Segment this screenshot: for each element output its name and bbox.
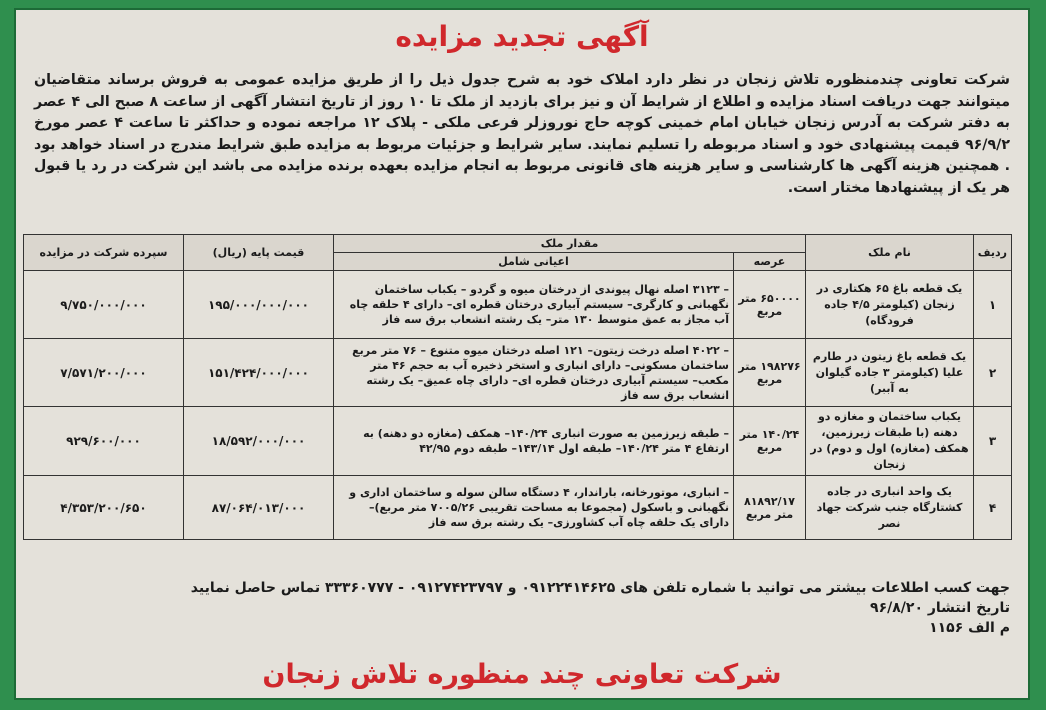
header-deposit: سپرده شرکت در مزایده [23,235,183,271]
header-property-amount: مقدار ملک [333,235,805,253]
property-area: ۱۹۸۲۷۶ متر مربع [734,339,806,407]
property-name: یکباب ساختمان و مغازه دو دهنه (با طبقات زیرزمین، همکف (مغازه) اول و دوم) در زنجان [806,407,974,476]
table-row [23,476,1011,540]
header-property-name: نام ملک [806,235,974,271]
property-name: یک قطعه باغ ۶۵ هکتاری در زنجان (کیلومتر ۴/۵ جاده فرودگاه) [806,271,974,339]
row-number: ۳ [974,407,1012,476]
table-row [23,271,1011,339]
notice-intro-text: شرکت تعاونی چندمنظوره تلاش زنجان در نظر دارد املاک خود به شرح جدول ذیل را از طریق مزایده عمومی به فروش برساند متقاضیان میتوانند جهت دریافت اسناد مزایده و اطلاع از شرایط آن و نیز برای بازدید از ملک تا ۱۰ روز از تاریخ انتشار آگهی از ساعت ۸ صبح الی ۴ عصر به دفتر شرکت به آدرس زنجان خیابان امام خمینی کوچه حاج نوروزلر فرعی ملکی - پلاک ۱۲ مراجعه نموده و حداکثر تا ساعت ۴ عصر مورخ ۹۶/۹/۲ قیمت پیشنهادی خود و اسناد مربوطه را تسلیم نمایند. سایر شرایط و جزئیات مربوط به مزایده طبق شرایط مندرج در اسناد خواهد بود . همچنین هزینه آگهی ها کارشناسی و سایر هزینه های قانونی مربوط به انجام مزایده بعهده برنده مزایده می باشد این شرکت در رد یا قبول هر یک از پیشنهادها مختار است. [34,72,1011,196]
property-area: ۱۴۰/۲۴ متر مربع [734,407,806,476]
base-price: ۸۷/۰۶۴/۰۱۳/۰۰۰ [183,476,333,540]
deposit: ۹/۷۵۰/۰۰۰/۰۰۰ [23,271,183,339]
table-header-row [23,235,1011,253]
notice-title: آگهی تجدید مزایده [395,20,649,53]
header-row-number: ردیف [974,235,1012,271]
base-price: ۱۸/۵۹۲/۰۰۰/۰۰۰ [183,407,333,476]
property-name: یک واحد انباری در جاده کشتارگاه جنب شرکت جهاد نصر [806,476,974,540]
base-price: ۱۵۱/۴۲۴/۰۰۰/۰۰۰ [183,339,333,407]
table-row [23,339,1011,407]
deposit: ۴/۳۵۳/۲۰۰/۶۵۰ [23,476,183,540]
property-buildings: – ۴۰۲۲ اصله درخت زیتون– ۱۲۱ اصله درختان میوه متنوع – ۷۶ متر مربع ساختمان مسکونی– دارای انباری و استخر ذخیره آب به حجم ۴۶ متر مکعب– سیستم آبیاری درختان قطره ای– دارای چاه عمیق– یک رشته انشعاب برق سه فاز [333,339,733,407]
header-buildings: اعیانی شامل [333,253,733,271]
company-signature: شرکت تعاونی چند منظوره تلاش زنجان [262,659,782,690]
contact-info: جهت کسب اطلاعات بیشتر می توانید با شماره تلفن های ۰۹۱۲۲۴۱۴۶۲۵ و ۰۹۱۲۷۴۲۳۷۹۷ - ۳۳۳۶۰۷۷۷ تماس حاصل نمایید [190,580,1010,596]
notice-footer [34,578,1010,638]
property-area: ۶۵۰۰۰۰ متر مربع [734,271,806,339]
deposit: ۹۲۹/۶۰۰/۰۰۰ [23,407,183,476]
row-number: ۴ [974,476,1012,540]
row-number: ۲ [974,339,1012,407]
property-buildings: – انباری، موتورخانه، باراندار، ۴ دستگاه سالن سوله و ساختمان اداری و نگهبانی و باسکول (مجموعا به مساحت تقریبی ۷۰۰۵/۲۶ متر مربع)– دارای یک حلقه چاه آب کشاورزی– یک رشته برق سه فاز [333,476,733,540]
property-name: یک قطعه باغ زیتون در طارم علیا (کیلومتر ۳ جاده گیلوان به آببر) [806,339,974,407]
property-buildings: – طبقه زیرزمین به صورت انباری ۱۴۰/۲۴– همکف (مغازه دو دهنه) به ارتفاع ۴ متر ۱۴۰/۲۴– طبقه اول ۱۴۳/۱۴– طبقه دوم ۴۲/۹۵ [333,407,733,476]
auction-notice [14,8,1030,700]
deposit: ۷/۵۷۱/۲۰۰/۰۰۰ [23,339,183,407]
table-row [23,407,1011,476]
property-area: ۸۱۸۹۲/۱۷ متر مربع [734,476,806,540]
base-price: ۱۹۵/۰۰۰/۰۰۰/۰۰۰ [183,271,333,339]
property-table [23,234,1012,540]
header-base-price: قیمت پایه (ریال) [183,235,333,271]
row-number: ۱ [974,271,1012,339]
header-area: عرصه [734,253,806,271]
property-buildings: – ۳۱۲۳ اصله نهال پیوندی از درختان میوه و گردو – یکباب ساختمان نگهبانی و کارگری– سیستم آبیاری درختان قطره ای– دارای ۴ حلقه چاه آب مجاز به عمق متوسط ۱۳۰ متر– یک رشته انشعاب برق سه فاز [333,271,733,339]
notice-code: م الف ۱۱۵۶ [929,620,1010,636]
publish-date: تاریخ انتشار ۹۶/۸/۲۰ [870,600,1010,616]
